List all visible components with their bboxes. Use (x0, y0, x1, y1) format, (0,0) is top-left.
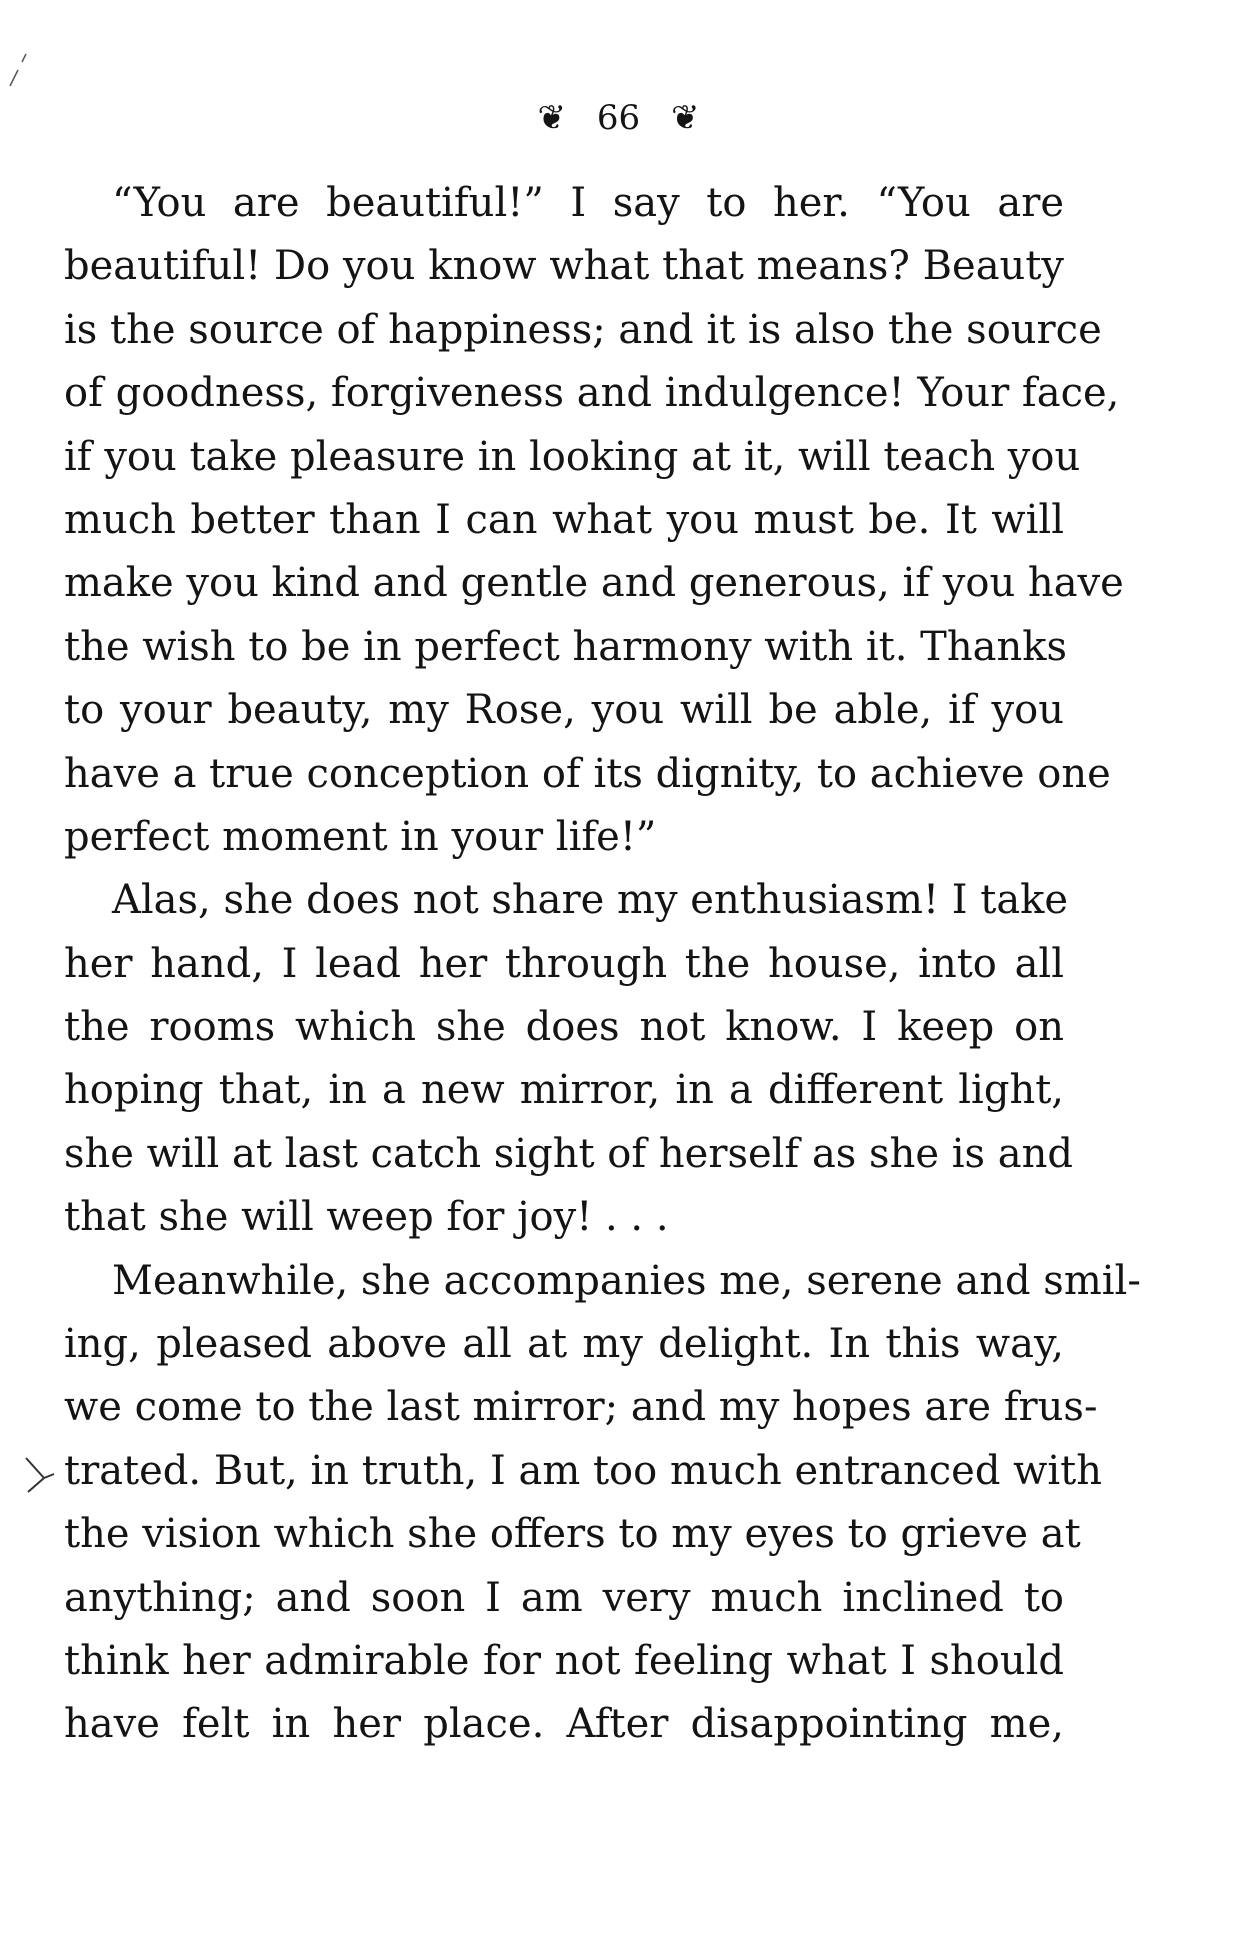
text-line: trated. But, in truth, I am too much entranced with (64, 1447, 1103, 1494)
text-line: the vision which she offers to my eyes to grieve at (64, 1511, 1081, 1558)
text-line: of goodness, forgiveness and indulgence! Your face, (64, 370, 1120, 417)
text-line: hoping that, in a new mirror, in a different light, (64, 1067, 1064, 1114)
text-line: “You are beautiful!” I say to her. “You are (112, 180, 1064, 226)
text-line: think her admirable for not feeling what I should (64, 1637, 1064, 1684)
text-line: beautiful! Do you know what that means? Beauty (64, 243, 1064, 290)
pencil-margin-tick (4, 50, 34, 90)
pencil-margin-mark (22, 1452, 58, 1496)
text-line: make you kind and gentle and generous, if you have (64, 560, 1124, 607)
text-line: to your beauty, my Rose, you will be able, if you (64, 687, 1064, 734)
text-line: is the source of happiness; and it is also the source (64, 306, 1102, 353)
text-line: Alas, she does not share my enthusiasm! I take (112, 877, 1069, 924)
text-line: much better than I can what you must be. It will (64, 496, 1064, 543)
text-line: have felt in her place. After disappointing me, (64, 1701, 1064, 1748)
text-line: Meanwhile, she accompanies me, serene and smil- (112, 1257, 1141, 1304)
page-number: 66 (596, 98, 641, 138)
text-line: the rooms which she does not know. I keep on (64, 1004, 1064, 1051)
text-line: that she will weep for joy! . . . (64, 1194, 669, 1241)
text-line: anything; and soon I am very much inclined to (64, 1574, 1064, 1621)
text-line: perfect moment in your life!” (64, 813, 657, 860)
text-line: ing, pleased above all at my delight. In this way, (64, 1321, 1064, 1368)
text-line: the wish to be in perfect harmony with it. Thanks (64, 623, 1067, 670)
text-line: if you take pleasure in looking at it, will teach you (64, 433, 1081, 480)
text-line: we come to the last mirror; and my hopes are frus- (64, 1384, 1098, 1431)
ornament-right-icon: ❦ (670, 98, 700, 138)
text-line: her hand, I lead her through the house, into all (64, 940, 1064, 987)
ornament-left-icon: ❦ (537, 98, 567, 138)
body-text (64, 172, 1141, 1757)
page-header (0, 96, 1237, 138)
text-line: have a true conception of its dignity, to achieve one (64, 750, 1111, 797)
text-line: she will at last catch sight of herself as she is and (64, 1130, 1073, 1177)
